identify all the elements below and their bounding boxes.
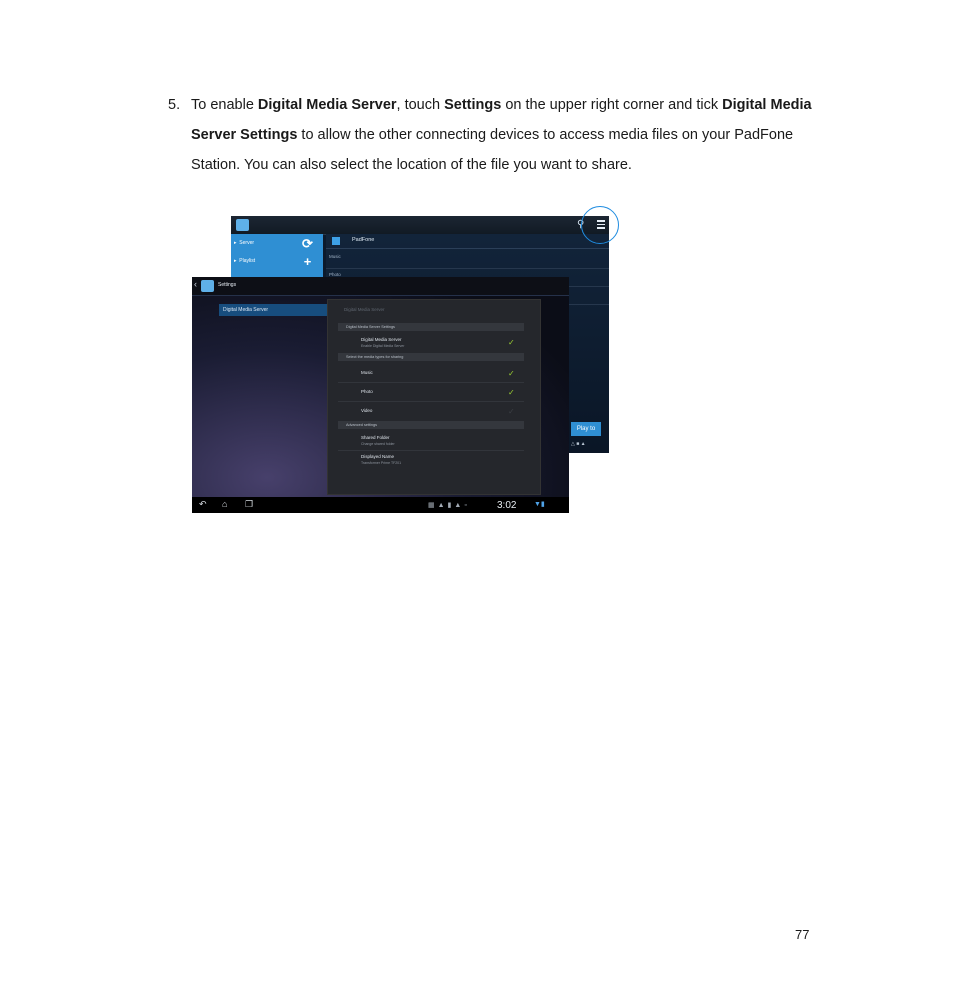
system-navbar — [192, 497, 569, 513]
item-displayed-name-sub: Transformer Prime TF201 — [361, 461, 402, 465]
music-check-icon[interactable]: ✓ — [508, 369, 515, 378]
notification-icons: ▦▲▮▲▫ — [428, 502, 470, 509]
settings-dialog — [327, 299, 541, 495]
settings-title: Settings — [218, 282, 237, 288]
app-icon — [201, 280, 214, 292]
back-nav-icon[interactable]: ↶ — [199, 499, 207, 509]
status-icons: △ ■ ▲ — [571, 441, 586, 447]
refresh-icon[interactable]: ⟳ — [302, 236, 313, 251]
item-shared-folder[interactable]: Shared Folder — [361, 435, 390, 440]
divider — [338, 401, 524, 402]
status-clock: 3:02 — [497, 500, 517, 511]
item-dms-label[interactable]: Digital Media Server — [361, 337, 402, 342]
instruction-step — [168, 90, 818, 180]
dialog-title: Digital Media Server — [344, 307, 385, 312]
device-icon — [332, 237, 340, 245]
content-header — [326, 234, 609, 249]
item-video[interactable]: Video — [361, 408, 373, 413]
playlist-item[interactable]: ▸ Playlist — [234, 258, 256, 264]
divider — [326, 268, 609, 269]
server-item[interactable]: ▸ Server — [234, 240, 255, 246]
search-icon[interactable]: ⚲ — [577, 219, 585, 230]
back-arrow-icon[interactable]: ‹ — [194, 279, 197, 289]
app-icon — [236, 219, 249, 231]
category-music[interactable]: Music — [329, 254, 341, 259]
section-dms-settings: Digital Media Server Settings — [338, 323, 524, 331]
photo-check-icon[interactable]: ✓ — [508, 388, 515, 397]
device-title: PadFone — [352, 237, 375, 243]
settings-screenshot — [192, 277, 569, 513]
section-media-types: Select the media types for sharing — [338, 353, 524, 361]
category-photo[interactable]: Photo — [329, 272, 341, 277]
left-item-digital-media-server[interactable]: Digital Media Server — [219, 304, 327, 316]
recent-apps-icon[interactable]: ❐ — [245, 499, 254, 509]
item-displayed-name[interactable]: Displayed Name — [361, 454, 395, 459]
item-dms-sub: Enable Digital Media Server — [361, 344, 405, 348]
settings-highlight-circle — [581, 206, 619, 244]
step-number: 5. — [168, 97, 181, 113]
home-nav-icon[interactable]: ⌂ — [222, 499, 228, 509]
item-music[interactable]: Music — [361, 370, 373, 375]
dms-check-icon[interactable]: ✓ — [508, 338, 515, 347]
page-number: 77 — [795, 927, 810, 942]
divider — [338, 382, 524, 383]
divider — [338, 450, 524, 451]
settings-action-bar — [192, 277, 569, 296]
video-check-icon[interactable]: ✓ — [508, 407, 515, 416]
item-shared-folder-sub: Change shared folder — [361, 442, 395, 446]
battery-icon: ▼▮ — [534, 501, 545, 508]
play-to-button[interactable]: Play to — [571, 422, 601, 436]
add-icon[interactable]: + — [303, 254, 312, 269]
action-bar — [231, 216, 609, 235]
item-photo[interactable]: Photo — [361, 389, 373, 394]
instruction-text: To enable Digital Media Server, touch Settings on the upper right corner and tick Digital Media Server Settings to allow the other connecting devices to access media files on your PadFone Station. You can also select the location of the file you want to share. — [191, 97, 812, 173]
section-advanced: Advanced settings — [338, 421, 524, 429]
